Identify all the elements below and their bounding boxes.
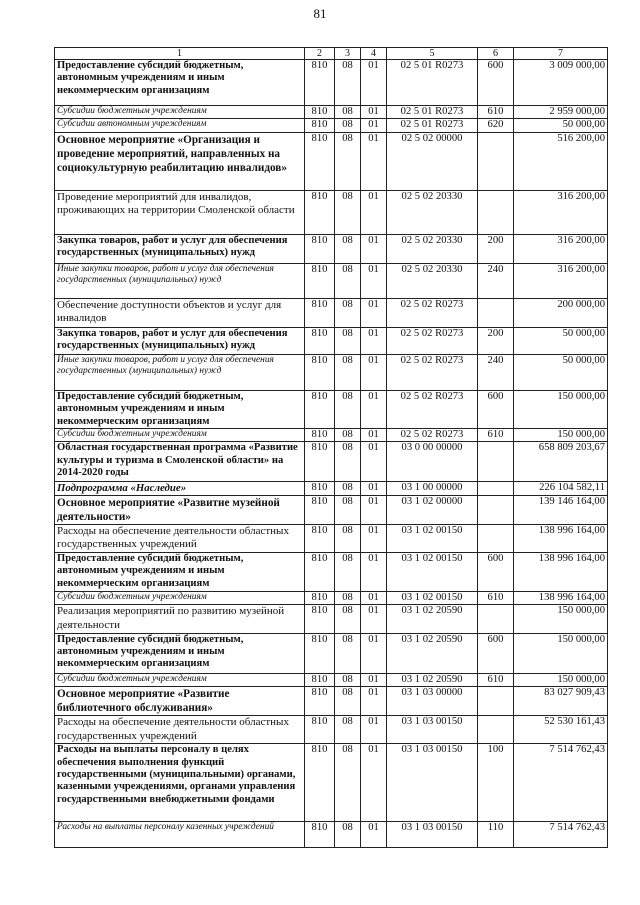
column-header-5: 5 — [387, 48, 478, 60]
row-expense-type: 610 — [478, 592, 514, 605]
row-target-article: 02 5 01 R0273 — [387, 60, 478, 106]
row-admin-code: 810 — [305, 553, 335, 592]
row-name: Обеспечение доступности объектов и услуг для инвалидов — [55, 298, 305, 327]
row-amount: 316 200,00 — [514, 190, 608, 234]
row-subsection: 01 — [361, 592, 387, 605]
row-name: Основное мероприятие «Организация и проведение мероприятий, направленных на социокультурную реабилитацию инвалидов» — [55, 132, 305, 190]
row-amount: 138 996 164,00 — [514, 553, 608, 592]
row-subsection: 01 — [361, 327, 387, 354]
row-name: Иные закупки товаров, работ и услуг для обеспечения государственных (муниципальных) нужд — [55, 263, 305, 298]
row-name: Проведение мероприятий для инвалидов, проживающих на территории Смоленской области — [55, 190, 305, 234]
row-amount: 316 200,00 — [514, 263, 608, 298]
row-section: 08 — [335, 495, 361, 524]
row-amount: 138 996 164,00 — [514, 524, 608, 552]
row-subsection: 01 — [361, 390, 387, 428]
row-section: 08 — [335, 482, 361, 495]
row-admin-code: 810 — [305, 524, 335, 552]
row-section: 08 — [335, 687, 361, 716]
row-target-article: 02 5 02 20330 — [387, 234, 478, 263]
row-amount: 7 514 762,43 — [514, 822, 608, 848]
budget-table — [54, 47, 608, 848]
row-expense-type — [478, 495, 514, 524]
row-expense-type: 200 — [478, 327, 514, 354]
table-row — [55, 633, 608, 673]
row-name: Субсидии автономным учреждениям — [55, 119, 305, 132]
row-section: 08 — [335, 132, 361, 190]
table-row — [55, 354, 608, 390]
row-target-article: 03 1 00 00000 — [387, 482, 478, 495]
column-header-6: 6 — [478, 48, 514, 60]
row-amount: 2 959 000,00 — [514, 106, 608, 119]
row-amount: 83 027 909,43 — [514, 687, 608, 716]
column-header-1: 1 — [55, 48, 305, 60]
row-amount: 150 000,00 — [514, 605, 608, 633]
table-row — [55, 495, 608, 524]
row-expense-type: 610 — [478, 429, 514, 442]
row-section: 08 — [335, 744, 361, 822]
table-row — [55, 822, 608, 848]
row-target-article: 02 5 02 R0273 — [387, 429, 478, 442]
row-section: 08 — [335, 190, 361, 234]
row-section: 08 — [335, 327, 361, 354]
row-section: 08 — [335, 106, 361, 119]
row-amount: 200 000,00 — [514, 298, 608, 327]
table-row — [55, 524, 608, 552]
row-section: 08 — [335, 716, 361, 744]
row-subsection: 01 — [361, 495, 387, 524]
row-target-article: 02 5 02 R0273 — [387, 390, 478, 428]
table-row — [55, 744, 608, 822]
row-expense-type — [478, 716, 514, 744]
row-admin-code: 810 — [305, 106, 335, 119]
row-name: Предоставление субсидий бюджетным, автономным учреждениям и иным некоммерческим организациям — [55, 60, 305, 106]
row-expense-type — [478, 298, 514, 327]
page-number: 81 — [313, 6, 327, 21]
table-row — [55, 429, 608, 442]
row-section: 08 — [335, 822, 361, 848]
row-amount: 50 000,00 — [514, 327, 608, 354]
row-expense-type — [478, 687, 514, 716]
table-row — [55, 716, 608, 744]
row-amount: 316 200,00 — [514, 234, 608, 263]
table-row — [55, 132, 608, 190]
row-subsection: 01 — [361, 263, 387, 298]
row-amount: 150 000,00 — [514, 429, 608, 442]
row-expense-type: 600 — [478, 553, 514, 592]
row-subsection: 01 — [361, 132, 387, 190]
row-admin-code: 810 — [305, 354, 335, 390]
table-row — [55, 190, 608, 234]
column-header-7: 7 — [514, 48, 608, 60]
table-row — [55, 119, 608, 132]
row-admin-code: 810 — [305, 327, 335, 354]
row-name: Предоставление субсидий бюджетным, автономным учреждениям и иным некоммерческим организациям — [55, 390, 305, 428]
row-expense-type: 240 — [478, 263, 514, 298]
row-admin-code: 810 — [305, 605, 335, 633]
table-row — [55, 106, 608, 119]
row-amount: 516 200,00 — [514, 132, 608, 190]
row-section: 08 — [335, 390, 361, 428]
row-admin-code: 810 — [305, 263, 335, 298]
row-name: Расходы на выплаты персоналу в целях обеспечения выполнения функций государственными (муниципальными) органами, казенными учреждениями, органами управления государственными внебюджетными фондами — [55, 744, 305, 822]
row-subsection: 01 — [361, 429, 387, 442]
row-admin-code: 810 — [305, 390, 335, 428]
row-section: 08 — [335, 553, 361, 592]
row-subsection: 01 — [361, 119, 387, 132]
row-target-article: 03 1 03 00000 — [387, 687, 478, 716]
row-target-article: 03 1 03 00150 — [387, 744, 478, 822]
row-amount: 138 996 164,00 — [514, 592, 608, 605]
row-amount: 150 000,00 — [514, 390, 608, 428]
row-name: Подпрограмма «Наследие» — [55, 482, 305, 495]
row-name: Субсидии бюджетным учреждениям — [55, 429, 305, 442]
row-expense-type: 610 — [478, 106, 514, 119]
row-target-article: 02 5 01 R0273 — [387, 106, 478, 119]
row-name: Расходы на обеспечение деятельности областных государственных учреждений — [55, 524, 305, 552]
row-target-article: 03 1 02 00150 — [387, 592, 478, 605]
row-section: 08 — [335, 234, 361, 263]
table-row — [55, 673, 608, 686]
row-expense-type: 600 — [478, 633, 514, 673]
table-row — [55, 298, 608, 327]
row-amount: 150 000,00 — [514, 673, 608, 686]
row-amount: 52 530 161,43 — [514, 716, 608, 744]
row-section: 08 — [335, 298, 361, 327]
row-name: Закупка товаров, работ и услуг для обеспечения государственных (муниципальных) нужд — [55, 327, 305, 354]
row-subsection: 01 — [361, 687, 387, 716]
row-name: Расходы на обеспечение деятельности областных государственных учреждений — [55, 716, 305, 744]
row-name: Реализация мероприятий по развитию музейной деятельности — [55, 605, 305, 633]
row-expense-type — [478, 132, 514, 190]
row-name: Предоставление субсидий бюджетным, автономным учреждениям и иным некоммерческим организациям — [55, 633, 305, 673]
row-section: 08 — [335, 524, 361, 552]
row-subsection: 01 — [361, 234, 387, 263]
row-target-article: 03 0 00 00000 — [387, 442, 478, 482]
row-name: Основное мероприятие «Развитие музейной деятельности» — [55, 495, 305, 524]
row-admin-code: 810 — [305, 482, 335, 495]
row-target-article: 03 1 02 00150 — [387, 524, 478, 552]
row-admin-code: 810 — [305, 298, 335, 327]
row-section: 08 — [335, 119, 361, 132]
row-subsection: 01 — [361, 673, 387, 686]
row-section: 08 — [335, 354, 361, 390]
row-expense-type — [478, 605, 514, 633]
row-target-article: 02 5 02 R0273 — [387, 327, 478, 354]
row-expense-type: 100 — [478, 744, 514, 822]
row-expense-type: 110 — [478, 822, 514, 848]
row-target-article: 02 5 01 R0273 — [387, 119, 478, 132]
row-admin-code: 810 — [305, 673, 335, 686]
row-expense-type — [478, 442, 514, 482]
row-amount: 3 009 000,00 — [514, 60, 608, 106]
row-subsection: 01 — [361, 190, 387, 234]
row-section: 08 — [335, 442, 361, 482]
row-expense-type: 610 — [478, 673, 514, 686]
row-subsection: 01 — [361, 605, 387, 633]
row-section: 08 — [335, 673, 361, 686]
row-expense-type — [478, 482, 514, 495]
table-row — [55, 442, 608, 482]
row-target-article: 02 5 02 R0273 — [387, 298, 478, 327]
row-section: 08 — [335, 605, 361, 633]
row-name: Основное мероприятие «Развитие библиотечного обслуживания» — [55, 687, 305, 716]
row-subsection: 01 — [361, 716, 387, 744]
row-amount: 226 104 582,11 — [514, 482, 608, 495]
row-admin-code: 810 — [305, 442, 335, 482]
row-section: 08 — [335, 592, 361, 605]
row-target-article: 02 5 02 00000 — [387, 132, 478, 190]
row-target-article: 03 1 03 00150 — [387, 716, 478, 744]
row-subsection: 01 — [361, 106, 387, 119]
row-name: Расходы на выплаты персоналу казенных учреждений — [55, 822, 305, 848]
row-name: Субсидии бюджетным учреждениям — [55, 592, 305, 605]
row-expense-type: 620 — [478, 119, 514, 132]
row-admin-code: 810 — [305, 60, 335, 106]
column-header-4: 4 — [361, 48, 387, 60]
row-admin-code: 810 — [305, 190, 335, 234]
row-subsection: 01 — [361, 553, 387, 592]
row-expense-type — [478, 190, 514, 234]
row-target-article: 03 1 03 00150 — [387, 822, 478, 848]
row-expense-type: 600 — [478, 60, 514, 106]
row-name: Субсидии бюджетным учреждениям — [55, 673, 305, 686]
row-section: 08 — [335, 263, 361, 298]
row-amount: 658 809 203,67 — [514, 442, 608, 482]
table-row — [55, 327, 608, 354]
row-admin-code: 810 — [305, 234, 335, 263]
row-amount: 50 000,00 — [514, 119, 608, 132]
row-subsection: 01 — [361, 822, 387, 848]
row-amount: 50 000,00 — [514, 354, 608, 390]
column-header-2: 2 — [305, 48, 335, 60]
table-row — [55, 60, 608, 106]
row-subsection: 01 — [361, 298, 387, 327]
table-row — [55, 482, 608, 495]
row-admin-code: 810 — [305, 119, 335, 132]
row-subsection: 01 — [361, 442, 387, 482]
row-name: Иные закупки товаров, работ и услуг для обеспечения государственных (муниципальных) нужд — [55, 354, 305, 390]
row-expense-type: 240 — [478, 354, 514, 390]
table-row — [55, 605, 608, 633]
table-row — [55, 234, 608, 263]
row-subsection: 01 — [361, 354, 387, 390]
row-admin-code: 810 — [305, 822, 335, 848]
row-section: 08 — [335, 429, 361, 442]
row-expense-type: 600 — [478, 390, 514, 428]
row-subsection: 01 — [361, 633, 387, 673]
row-subsection: 01 — [361, 744, 387, 822]
row-admin-code: 810 — [305, 687, 335, 716]
table-row — [55, 687, 608, 716]
row-target-article: 02 5 02 20330 — [387, 263, 478, 298]
row-expense-type: 200 — [478, 234, 514, 263]
row-section: 08 — [335, 633, 361, 673]
row-target-article: 03 1 02 00000 — [387, 495, 478, 524]
row-admin-code: 810 — [305, 716, 335, 744]
row-admin-code: 810 — [305, 495, 335, 524]
row-name: Областная государственная программа «Развитие культуры и туризма в Смоленской области» на 2014-2020 годы — [55, 442, 305, 482]
table-row — [55, 390, 608, 428]
row-name: Предоставление субсидий бюджетным, автономным учреждениям и иным некоммерческим организациям — [55, 553, 305, 592]
row-target-article: 03 1 02 20590 — [387, 605, 478, 633]
row-amount: 150 000,00 — [514, 633, 608, 673]
row-subsection: 01 — [361, 524, 387, 552]
row-name: Закупка товаров, работ и услуг для обеспечения государственных (муниципальных) нужд — [55, 234, 305, 263]
row-target-article: 03 1 02 20590 — [387, 633, 478, 673]
table-body — [55, 60, 608, 848]
row-amount: 139 146 164,00 — [514, 495, 608, 524]
row-expense-type — [478, 524, 514, 552]
row-admin-code: 810 — [305, 429, 335, 442]
table-row — [55, 263, 608, 298]
column-header-row — [55, 48, 608, 60]
row-admin-code: 810 — [305, 132, 335, 190]
row-target-article: 02 5 02 20330 — [387, 190, 478, 234]
table-row — [55, 553, 608, 592]
row-target-article: 03 1 02 20590 — [387, 673, 478, 686]
row-subsection: 01 — [361, 60, 387, 106]
row-admin-code: 810 — [305, 592, 335, 605]
row-admin-code: 810 — [305, 633, 335, 673]
row-target-article: 03 1 02 00150 — [387, 553, 478, 592]
row-amount: 7 514 762,43 — [514, 744, 608, 822]
row-subsection: 01 — [361, 482, 387, 495]
row-section: 08 — [335, 60, 361, 106]
table-row — [55, 592, 608, 605]
column-header-3: 3 — [335, 48, 361, 60]
row-target-article: 02 5 02 R0273 — [387, 354, 478, 390]
row-name: Субсидии бюджетным учреждениям — [55, 106, 305, 119]
row-admin-code: 810 — [305, 744, 335, 822]
